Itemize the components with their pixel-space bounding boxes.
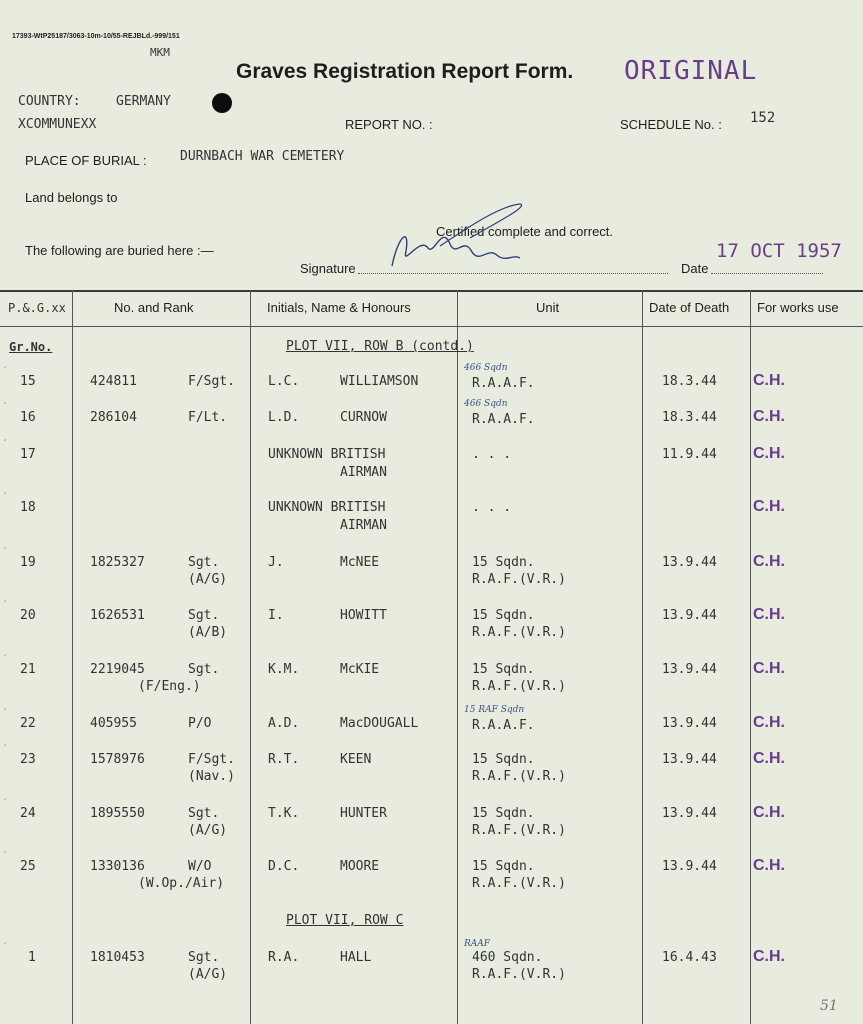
works-stamp: C.H. — [753, 948, 785, 965]
grave-number: 15 — [20, 374, 36, 389]
country-label: COUNTRY: — [18, 94, 81, 109]
col-divider-5 — [750, 290, 751, 1024]
check-tick: ′ — [4, 798, 7, 809]
initials: L.D. — [268, 410, 300, 425]
service-number: 405955 — [90, 716, 137, 731]
check-tick: ′ — [4, 439, 7, 450]
col-header-name: Initials, Name & Honours — [267, 300, 411, 315]
initials: J. — [268, 555, 284, 570]
commune-struck: XCOMMUNEXX — [18, 117, 97, 132]
handwritten-note: 466 Sqdn — [464, 399, 508, 409]
surname: KEEN — [340, 752, 372, 767]
land-label: Land belongs to — [25, 190, 118, 205]
surname: WILLIAMSON — [340, 374, 419, 389]
works-stamp: C.H. — [753, 408, 785, 425]
unit: 460 Sqdn. — [472, 950, 543, 965]
surname: UNKNOWN BRITISH — [268, 500, 386, 515]
plot-heading-row-b: PLOT VII, ROW B (contd.) — [286, 339, 474, 354]
surname: HOWITT — [340, 608, 387, 623]
surname: HUNTER — [340, 806, 387, 821]
unit: R.A.A.F. — [472, 412, 535, 427]
grave-number: 21 — [20, 662, 36, 677]
punch-hole — [212, 93, 232, 113]
grave-number: 25 — [20, 859, 36, 874]
service-number: 1895550 — [90, 806, 145, 821]
col-header-works: For works use — [757, 300, 839, 315]
unit-detail: R.A.F.(V.R.) — [472, 876, 566, 891]
gr-no-heading: Gr.No. — [9, 340, 53, 354]
unit-detail: R.A.F.(V.R.) — [472, 769, 566, 784]
check-tick: ′ — [4, 366, 7, 377]
handwritten-note: 15 RAF Sqdn — [464, 705, 525, 715]
works-stamp: C.H. — [753, 750, 785, 767]
surname: CURNOW — [340, 410, 387, 425]
rank-detail: (A/G) — [188, 967, 228, 982]
works-stamp: C.H. — [753, 445, 785, 462]
unit-detail: R.A.F.(V.R.) — [472, 679, 566, 694]
surname: UNKNOWN BRITISH — [268, 447, 386, 462]
rank-detail: (A/B) — [188, 625, 228, 640]
check-tick: ′ — [4, 600, 7, 611]
date-of-death: 11.9.44 — [662, 447, 717, 462]
rank-detail: (W.Op./Air) — [138, 876, 225, 891]
initials: A.D. — [268, 716, 300, 731]
check-tick: ′ — [4, 708, 7, 719]
grave-number: 24 — [20, 806, 36, 821]
grave-number: 16 — [20, 410, 36, 425]
report-no-label: REPORT NO. : — [345, 117, 433, 132]
surname-line-2: AIRMAN — [340, 518, 387, 533]
surname: McKIE — [340, 662, 380, 677]
service-number: 1825327 — [90, 555, 145, 570]
unit: R.A.A.F. — [472, 376, 535, 391]
unit-detail: R.A.F.(V.R.) — [472, 625, 566, 640]
check-tick: ′ — [4, 942, 7, 953]
service-number: 286104 — [90, 410, 137, 425]
grave-number: 18 — [20, 500, 36, 515]
rank: F/Sgt. — [188, 374, 235, 389]
col-divider-2 — [250, 290, 251, 1024]
rank: Sgt. — [188, 608, 220, 623]
unit: . . . — [472, 447, 512, 462]
rank: Sgt. — [188, 950, 220, 965]
service-number: 2219045 — [90, 662, 145, 677]
works-stamp: C.H. — [753, 553, 785, 570]
page-mark: 51 — [820, 998, 838, 1014]
table-top-border — [0, 290, 863, 292]
date-of-death: 13.9.44 — [662, 806, 717, 821]
check-tick: ′ — [4, 744, 7, 755]
works-stamp: C.H. — [753, 857, 785, 874]
date-of-death: 13.9.44 — [662, 859, 717, 874]
surname: McNEE — [340, 555, 380, 570]
col-header-date: Date of Death — [649, 300, 730, 315]
unit: . . . — [472, 500, 512, 515]
service-number: 1810453 — [90, 950, 145, 965]
original-stamp: ORIGINAL — [624, 56, 758, 86]
date-stamp: 17 OCT 1957 — [716, 240, 842, 262]
date-of-death: 18.3.44 — [662, 410, 717, 425]
rank: F/Lt. — [188, 410, 228, 425]
col-divider-3 — [457, 290, 458, 1024]
date-of-death: 13.9.44 — [662, 752, 717, 767]
unit: R.A.A.F. — [472, 718, 535, 733]
unit-detail: R.A.F.(V.R.) — [472, 823, 566, 838]
date-of-death: 18.3.44 — [662, 374, 717, 389]
check-tick: ′ — [4, 547, 7, 558]
schedule-label: SCHEDULE No. : — [620, 117, 722, 132]
col-header-no-rank: No. and Rank — [114, 300, 194, 315]
check-tick: ′ — [4, 851, 7, 862]
rank-detail: (F/Eng.) — [138, 679, 201, 694]
date-line — [711, 273, 823, 274]
surname: MOORE — [340, 859, 380, 874]
unit: 15 Sqdn. — [472, 608, 535, 623]
date-of-death: 13.9.44 — [662, 716, 717, 731]
unit: 15 Sqdn. — [472, 859, 535, 874]
surname: MacDOUGALL — [340, 716, 419, 731]
certified-text: Certified complete and correct. — [436, 224, 614, 239]
col-divider-1 — [72, 290, 73, 1024]
date-label: Date — [681, 261, 709, 276]
initials: R.T. — [268, 752, 300, 767]
rank-detail: (Nav.) — [188, 769, 235, 784]
date-of-death: 13.9.44 — [662, 608, 717, 623]
service-number: 1626531 — [90, 608, 145, 623]
works-stamp: C.H. — [753, 660, 785, 677]
service-number: 424811 — [90, 374, 137, 389]
rank: F/Sgt. — [188, 752, 235, 767]
works-stamp: C.H. — [753, 714, 785, 731]
col-divider-4 — [642, 290, 643, 1024]
works-stamp: C.H. — [753, 498, 785, 515]
col-header-unit: Unit — [536, 300, 560, 315]
date-of-death: 13.9.44 — [662, 555, 717, 570]
initials: L.C. — [268, 374, 300, 389]
check-tick: ′ — [4, 654, 7, 665]
place-label: PLACE OF BURIAL : — [25, 153, 147, 168]
date-of-death: 16.4.43 — [662, 950, 717, 965]
unit-detail: R.A.F.(V.R.) — [472, 572, 566, 587]
country-value: GERMANY — [116, 94, 171, 109]
check-tick: ′ — [4, 402, 7, 413]
print-code: 17393-WtP25187/3063-10m-10/55-REJBLd.-999/151 — [12, 33, 180, 40]
surname: HALL — [340, 950, 372, 965]
unit-detail: R.A.F.(V.R.) — [472, 967, 566, 982]
form-initials: MKM — [150, 46, 170, 59]
grave-number: 23 — [20, 752, 36, 767]
initials: R.A. — [268, 950, 300, 965]
rank: W/O — [188, 859, 212, 874]
handwritten-note: RAAF — [464, 939, 491, 949]
unit: 15 Sqdn. — [472, 752, 535, 767]
unit: 15 Sqdn. — [472, 806, 535, 821]
rank-detail: (A/G) — [188, 572, 228, 587]
grave-number: 19 — [20, 555, 36, 570]
service-number: 1330136 — [90, 859, 145, 874]
rank-detail: (A/G) — [188, 823, 228, 838]
unit: 15 Sqdn. — [472, 555, 535, 570]
rank: Sgt. — [188, 555, 220, 570]
form-title: Graves Registration Report Form. — [236, 60, 574, 83]
grave-number: 22 — [20, 716, 36, 731]
signature-mark — [380, 196, 530, 276]
initials: I. — [268, 608, 284, 623]
rank: Sgt. — [188, 662, 220, 677]
grave-number: 1 — [28, 950, 36, 965]
plot-heading-row-c: PLOT VII, ROW C — [286, 913, 404, 928]
signature-label: Signature — [300, 261, 356, 276]
date-of-death: 13.9.44 — [662, 662, 717, 677]
works-stamp: C.H. — [753, 372, 785, 389]
col-header-grave: P.&.G.xx — [8, 301, 66, 315]
buried-label: The following are buried here :— — [25, 243, 214, 258]
rank: P/O — [188, 716, 212, 731]
initials: K.M. — [268, 662, 300, 677]
grave-number: 17 — [20, 447, 36, 462]
check-tick: ′ — [4, 492, 7, 503]
works-stamp: C.H. — [753, 804, 785, 821]
table-header-border — [0, 326, 863, 327]
surname-line-2: AIRMAN — [340, 465, 387, 480]
initials: D.C. — [268, 859, 300, 874]
grave-number: 20 — [20, 608, 36, 623]
rank: Sgt. — [188, 806, 220, 821]
place-value: DURNBACH WAR CEMETERY — [180, 149, 345, 164]
service-number: 1578976 — [90, 752, 145, 767]
unit: 15 Sqdn. — [472, 662, 535, 677]
initials: T.K. — [268, 806, 300, 821]
works-stamp: C.H. — [753, 606, 785, 623]
schedule-value: 152 — [750, 110, 776, 126]
handwritten-note: 466 Sqdn — [464, 363, 508, 373]
